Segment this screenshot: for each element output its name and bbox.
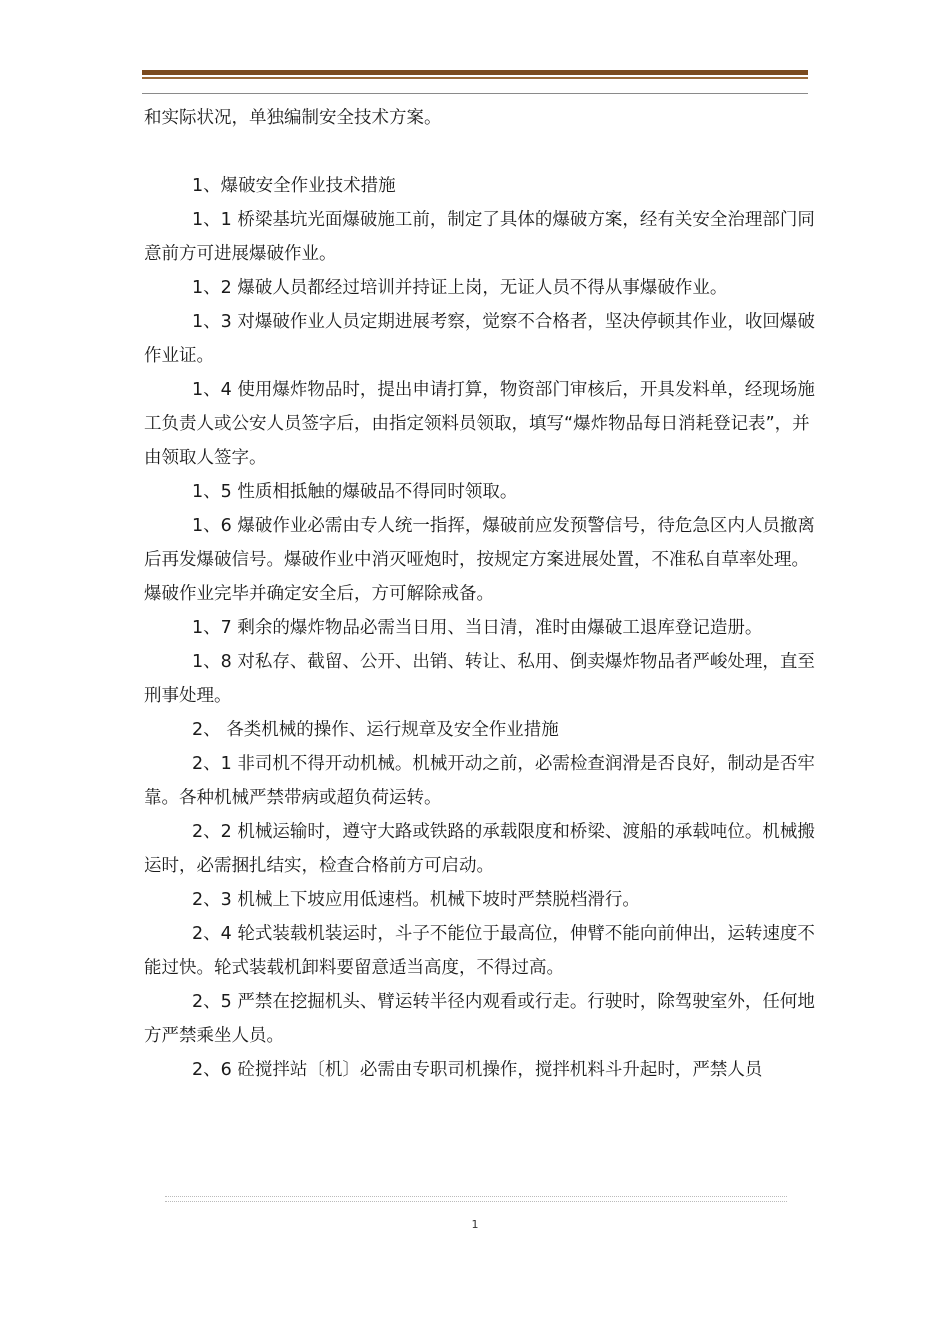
header-rule-thin <box>142 93 808 94</box>
paragraph: 1、4 使用爆炸物品时，提出申请打算，物资部门审核后，开具发料单，经现场施工负责人或公安人员签字后，由指定领料员领取，填写“爆炸物品每日消耗登记表”，并由领取人签字。 <box>144 380 815 468</box>
paragraph: 1、6 爆破作业必需由专人统一指挥，爆破前应发预警信号，待危急区内人员撤离后再发爆破信号。爆破作业中消灭哑炮时，按规定方案进展处置，不准私自草率处理。爆破作业完毕并确定安全后，方可解除戒备。 <box>144 516 815 604</box>
paragraph: 1、5 性质相抵触的爆破品不得同时领取。 <box>192 482 518 502</box>
paragraph: 1、2 爆破人员都经过培训并持证上岗，无证人员不得从事爆破作业。 <box>192 278 728 298</box>
header-rule-mid <box>142 77 808 79</box>
paragraph: 2、5 严禁在挖掘机头、臂运转半径内观看或行走。行驶时，除驾驶室外，任何地方严禁乘坐人员。 <box>144 992 815 1046</box>
paragraph: 2、6 砼搅拌站〔机〕必需由专职司机操作，搅拌机料斗升起时，严禁人员 <box>192 1060 763 1080</box>
paragraph: 1、1 桥梁基坑光面爆破施工前，制定了具体的爆破方案，经有关安全治理部门同意前方可进展爆破作业。 <box>144 210 815 264</box>
paragraph: 1、7 剩余的爆炸物品必需当日用、当日清，准时由爆破工退库登记造册。 <box>192 618 763 638</box>
footer-rule <box>165 1196 787 1202</box>
section-heading: 2、 各类机械的操作、运行规章及安全作业措施 <box>192 720 559 740</box>
paragraph: 1、3 对爆破作业人员定期进展考察，觉察不合格者，坚决停顿其作业，收回爆破作业证。 <box>144 312 815 366</box>
paragraph: 1、8 对私存、截留、公开、出销、转让、私用、倒卖爆炸物品者严峻处理，直至刑事处理。 <box>144 652 815 706</box>
document-body <box>144 101 820 1087</box>
paragraph: 2、3 机械上下坡应用低速档。机械下坡时严禁脱档滑行。 <box>192 890 640 910</box>
paragraph: 2、1 非司机不得开动机械。机械开动之前，必需检查润滑是否良好，制动是否牢靠。各种机械严禁带病或超负荷运转。 <box>144 754 815 808</box>
header-rule-thick <box>142 70 808 75</box>
paragraph: 2、2 机械运输时，遵守大路或铁路的承载限度和桥梁、渡船的承载吨位。机械搬运时，必需捆扎结实，检查合格前方可启动。 <box>144 822 815 876</box>
paragraph: 和实际状况，单独编制安全技术方案。 <box>144 108 442 128</box>
paragraph: 2、4 轮式装载机装运时，斗子不能位于最高位，伸臂不能向前伸出，运转速度不能过快。轮式装载机卸料要留意适当高度，不得过高。 <box>144 924 815 978</box>
section-heading: 1、爆破安全作业技术措施 <box>192 176 396 196</box>
page-number: 1 <box>471 1218 479 1231</box>
